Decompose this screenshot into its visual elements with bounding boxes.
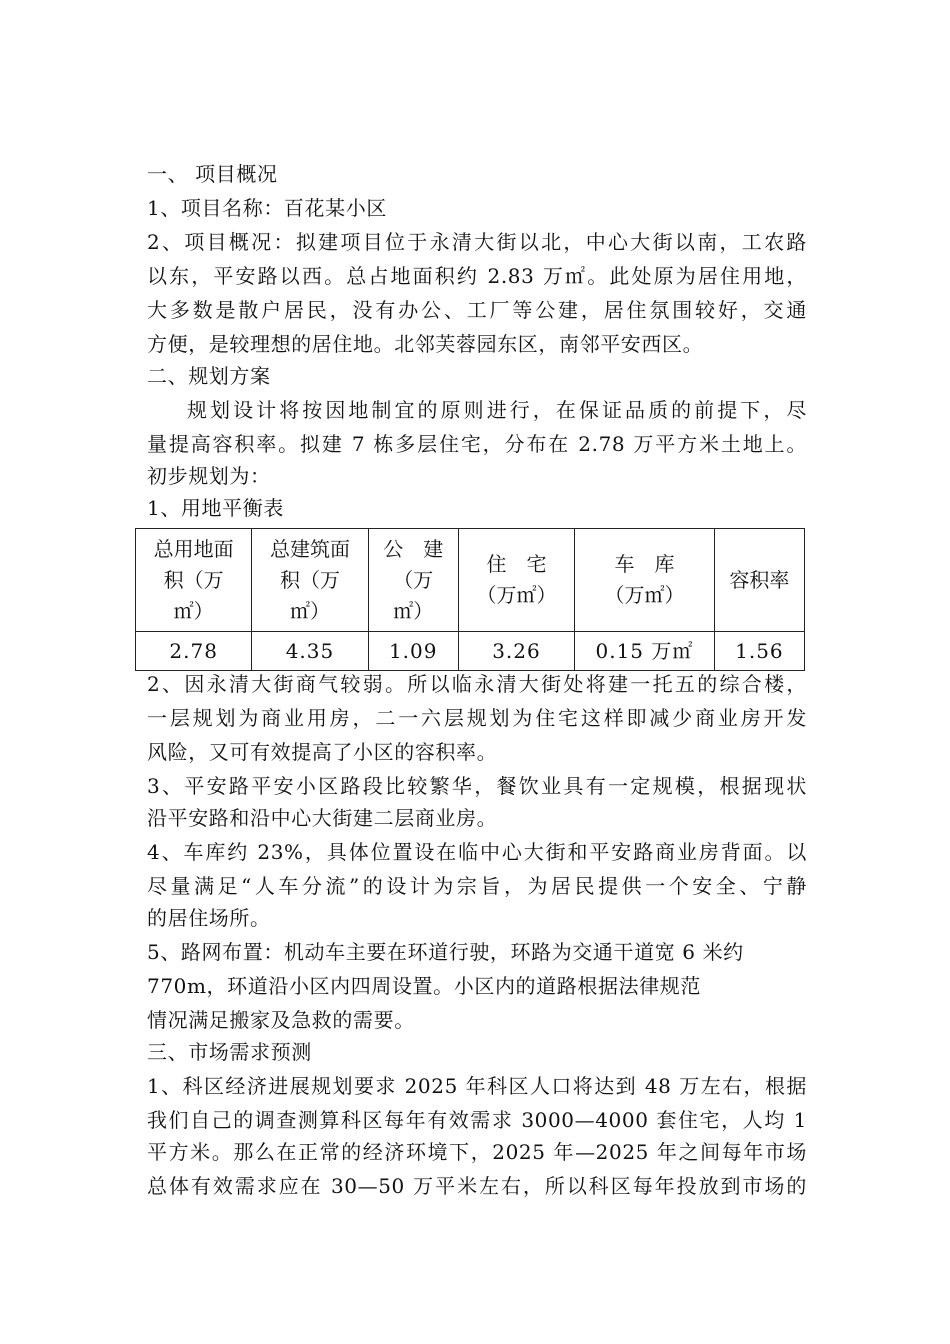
- section-heading-3: 三、市场需求预测: [147, 1040, 312, 1064]
- overview-line-4: 方便，是较理想的居住地。北邻芙蓉园东区，南邻平安西区。: [147, 332, 704, 356]
- plan-paragraph-line-1: 规划设计将按因地制宜的原则进行，在保证品质的前提下，尽: [187, 398, 807, 422]
- header-residential: 住 宅 （万㎡）: [458, 529, 574, 632]
- value-residential: 3.26: [458, 632, 574, 671]
- header-total-land-area: 总用地面 积（万 ㎡）: [136, 529, 252, 632]
- value-total-land-area: 2.78: [136, 632, 252, 671]
- market-line-2: 我们自己的调查测算科区每年有效需求 3000—4000 套住宅，人均 1: [147, 1108, 807, 1132]
- overview-line-1: 2、项目概况：拟建项目位于永清大街以北，中心大街以南，工农路: [147, 230, 807, 254]
- table-row: [136, 632, 805, 671]
- section-heading-1: 一、 项目概况: [147, 162, 278, 186]
- header-public-buildings: 公 建 （万 ㎡）: [368, 529, 458, 632]
- overview-line-2: 以东，平安路以西。总占地面积约 2.83 万㎡。此处原为居住用地，: [147, 264, 807, 288]
- pingan-road-line-2: 沿平安路和沿中心大街建二层商业房。: [147, 806, 498, 830]
- table-header-row: [136, 529, 805, 632]
- commercial-line-3: 风险，又可有效提高了小区的容积率。: [147, 740, 498, 764]
- road-network-line-3: 情况满足搬家及急救的需要。: [147, 1008, 415, 1032]
- value-public-buildings: 1.09: [368, 632, 458, 671]
- market-line-3: 平方米。那么在正常的经济环境下，2025 年—2025 年之间每年市场: [147, 1140, 807, 1164]
- market-line-4: 总体有效需求应在 30—50 万平米左右，所以科区每年投放到市场的: [147, 1174, 807, 1198]
- road-network-line-1: 5、路网布置：机动车主要在环道行驶，环路为交通干道宽 6 米约: [147, 940, 744, 964]
- value-total-floor-area: 4.35: [252, 632, 368, 671]
- plan-paragraph-line-3: 初步规划为：: [147, 464, 271, 488]
- commercial-line-2: 一层规划为商业用房，二一六层规划为住宅这样即减少商业房开发: [147, 706, 807, 730]
- overview-line-3: 大多数是散户居民，没有办公、工厂等公建，居住氛围较好，交通: [147, 298, 807, 322]
- garage-line-3: 的居住场所。: [147, 906, 271, 930]
- road-network-line-2: 770m，环道沿小区内四周设置。小区内的道路根据法律规范: [147, 974, 701, 998]
- land-use-balance-table: [135, 528, 805, 671]
- value-garage: 0.15 万㎡: [575, 632, 715, 671]
- garage-line-1: 4、车库约 23%，具体位置设在临中心大街和平安路商业房背面。以: [147, 840, 807, 864]
- garage-line-2: 尽量满足“人车分流”的设计为宗旨，为居民提供一个安全、宁静: [147, 874, 807, 898]
- header-plot-ratio: 容积率: [714, 529, 804, 632]
- project-name-line: 1、项目名称：百花某小区: [147, 196, 387, 220]
- header-total-floor-area: 总建筑面 积（万 ㎡）: [252, 529, 368, 632]
- table-caption: 1、用地平衡表: [147, 496, 284, 520]
- market-line-1: 1、科区经济进展规划要求 2025 年科区人口将达到 48 万左右，根据: [147, 1074, 807, 1098]
- commercial-line-1: 2、因永清大街商气较弱。所以临永清大街处将建一托五的综合楼，: [147, 672, 807, 696]
- value-plot-ratio: 1.56: [714, 632, 804, 671]
- plan-paragraph-line-2: 量提高容积率。拟建 7 栋多层住宅，分布在 2.78 万平方米土地上。: [147, 432, 807, 456]
- pingan-road-line-1: 3、平安路平安小区路段比较繁华，餐饮业具有一定规模，根据现状: [147, 774, 807, 798]
- section-heading-2: 二、规划方案: [147, 364, 271, 388]
- header-garage: 车 库 （万㎡）: [575, 529, 715, 632]
